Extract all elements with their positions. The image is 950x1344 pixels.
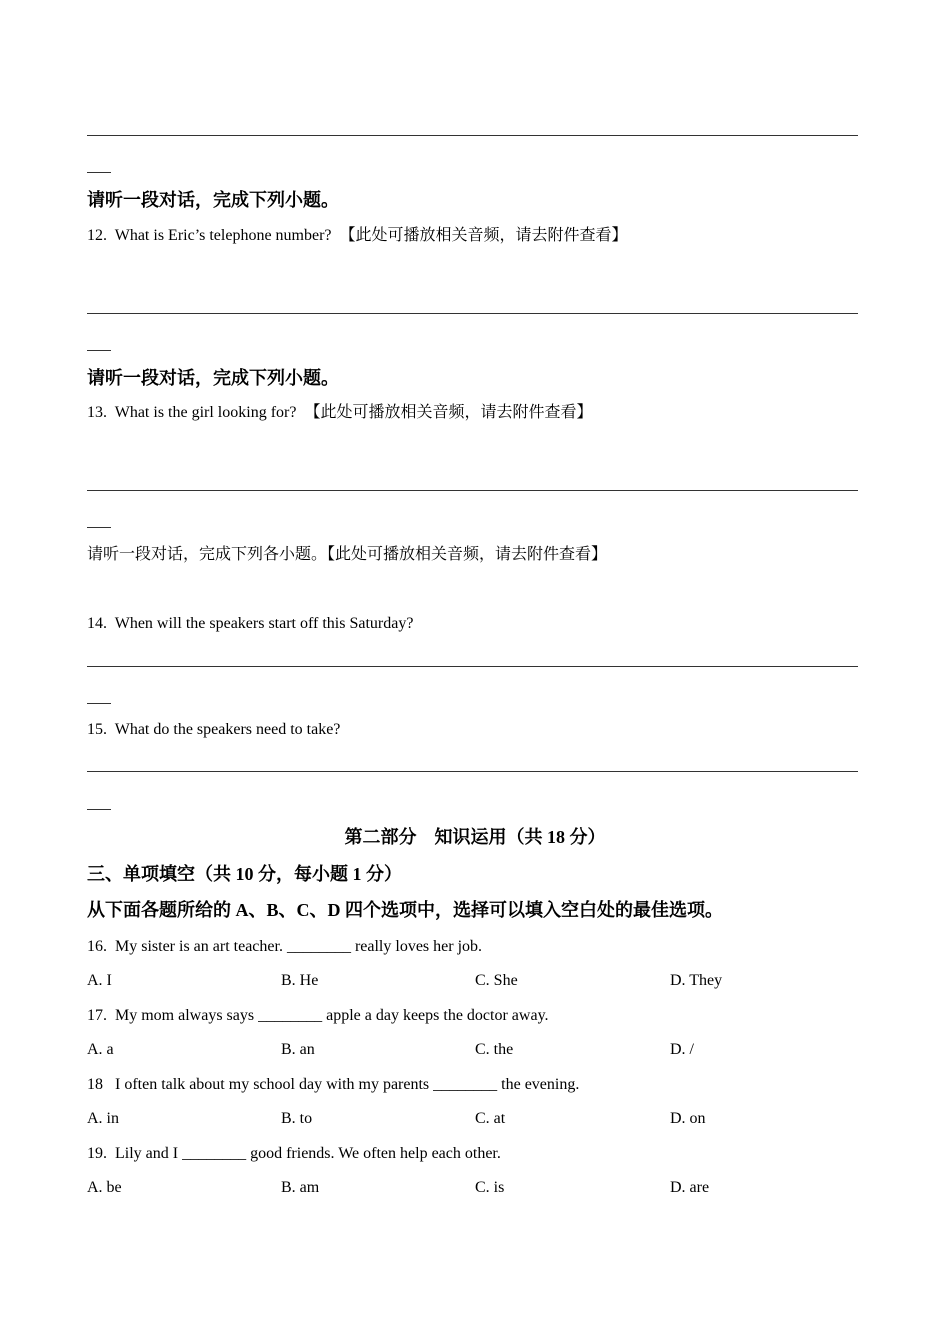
part-two-title: 第二部分 知识运用（共 18 分） — [344, 827, 606, 847]
instruction-q12: 请听一段对话，完成下列小题。 — [87, 190, 339, 210]
answer-line — [87, 490, 858, 491]
option-a: A. a — [87, 1041, 114, 1058]
question-text: What do the speakers need to take? — [114, 721, 341, 738]
question-number: 18 — [87, 1076, 103, 1093]
question-15 — [87, 722, 340, 738]
question-text: What is Eric’s telephone number? — [114, 227, 332, 244]
option-a: A. be — [87, 1179, 122, 1196]
question-number: 15. — [87, 721, 107, 738]
question-14 — [87, 616, 413, 632]
question-number: 17. — [87, 1007, 107, 1024]
option-b: B. He — [281, 972, 319, 989]
question-number: 16. — [87, 938, 107, 955]
question-17 — [87, 1008, 549, 1024]
instruction-q14-15: 请听一段对话，完成下列各小题。【此处可播放相关音频，请去附件查看】 — [87, 546, 608, 563]
question-number: 13. — [87, 404, 107, 421]
section-directions: 从下面各题所给的 A、B、C、D 四个选项中，选择可以填入空白处的最佳选项。 — [87, 900, 723, 920]
option-b: B. to — [281, 1110, 313, 1127]
question-16 — [87, 939, 482, 955]
question-text: My mom always says ________ apple a day keeps the doctor away. — [115, 1007, 549, 1024]
audio-note: 【此处可播放相关音频，请去附件查看】 — [339, 227, 628, 244]
option-b: B. an — [281, 1041, 315, 1058]
answer-line — [87, 771, 858, 772]
question-text: My sister is an art teacher. ________ really loves her job. — [115, 938, 483, 955]
answer-line-stub — [87, 527, 111, 528]
option-c: C. is — [475, 1179, 505, 1196]
question-number: 19. — [87, 1145, 107, 1162]
answer-line — [87, 313, 858, 314]
question-text: What is the girl looking for? — [114, 404, 297, 421]
section-three-heading: 三、单项填空（共 10 分，每小题 1 分） — [87, 864, 402, 884]
option-d: D. They — [670, 972, 723, 989]
audio-note: 【此处可播放相关音频，请去附件查看】 — [304, 404, 593, 421]
instruction-q13: 请听一段对话，完成下列小题。 — [87, 368, 339, 388]
answer-line — [87, 135, 858, 136]
question-number: 12. — [87, 227, 107, 244]
question-18 — [87, 1077, 579, 1093]
answer-line — [87, 666, 858, 667]
option-a: A. in — [87, 1110, 119, 1127]
option-c: C. the — [475, 1041, 514, 1058]
question-19 — [87, 1146, 501, 1162]
answer-line-stub — [87, 809, 111, 810]
question-number: 14. — [87, 615, 107, 632]
question-text: I often talk about my school day with my parents ________ the evening. — [115, 1076, 580, 1093]
option-c: C. She — [475, 972, 518, 989]
option-b: B. am — [281, 1179, 320, 1196]
question-text: When will the speakers start off this Saturday? — [114, 615, 414, 632]
option-d: D. / — [670, 1041, 694, 1058]
option-a: A. I — [87, 972, 112, 989]
question-text: Lily and I ________ good friends. We often help each other. — [115, 1145, 501, 1162]
option-d: D. on — [670, 1110, 706, 1127]
answer-line-stub — [87, 703, 111, 704]
answer-line-stub — [87, 350, 111, 351]
question-13 — [87, 405, 592, 421]
option-c: C. at — [475, 1110, 506, 1127]
answer-line-stub — [87, 172, 111, 173]
option-d: D. are — [670, 1179, 710, 1196]
question-12 — [87, 228, 628, 244]
